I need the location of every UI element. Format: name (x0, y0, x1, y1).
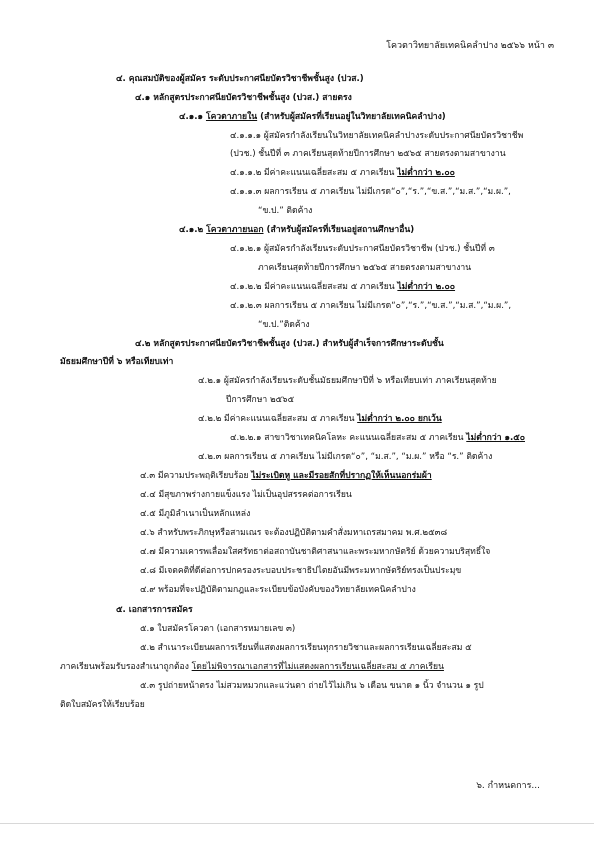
item-4-2-1-line-2: ปีการศึกษา ๒๕๖๕ (226, 395, 295, 405)
item-4-1-1-1-line-1: ๔.๑.๑.๑ ผู้สมัครกำลังเรียนในวิทยาลัยเทคนิคลำปางระดับประกาศนียบัตรวิชาชีพ (230, 131, 524, 141)
item-4-2-2-1 (230, 432, 525, 444)
external-quota-label: โควตาภายนอก (206, 225, 264, 235)
item-4-2-2-1-emphasis: ไม่ต่ำกว่า ๑.๕๐ (466, 433, 525, 443)
section-4-2-title-line-2: มัธยมศึกษาปีที่ ๖ หรือเทียบเท่า (60, 357, 174, 367)
item-5-1: ๕.๑ ใบสมัครโควตา (เอกสารหมายเลข ๓) (140, 624, 296, 634)
page-bottom-rule (0, 823, 594, 824)
item-4-1-2-1-line-2: ภาคเรียนสุดท้ายปีการศึกษา ๒๕๖๕ สายตรงตามสาขางาน (258, 263, 472, 273)
item-4-1-2-2-emphasis: ไม่ต่ำกว่า ๒.๐๐ (397, 282, 456, 292)
item-4-5: ๔.๕ มีภูมิลำเนาเป็นหลักแหล่ง (140, 509, 251, 519)
item-4-1-1-3-line-1: ๔.๑.๑.๓ ผลการเรียน ๕ ภาคเรียน ไม่มีเกรด“๐”,“ร.”,“ข.ส.”,“ม.ส.”,“ม.ผ.”, (230, 187, 511, 197)
section-5-title: ๕. เอกสารการสมัคร (116, 605, 193, 615)
item-4-3-text: ๔.๓ มีความประพฤติเรียบร้อย (140, 471, 252, 481)
item-5-2-line-2 (60, 661, 444, 673)
section-4-title: ๔. คุณสมบัติของผู้สมัคร ระดับประกาศนียบัตรวิชาชีพชั้นสูง (ปวส.) (116, 74, 364, 84)
item-4-1-2-3-line-1: ๔.๑.๒.๓ ผลการเรียน ๕ ภาคเรียน ไม่มีเกรด“๐”,“ร.”,“ข.ส.”,“ม.ส.”,“ม.ผ.”, (230, 301, 512, 311)
item-4-7: ๔.๗ มีความเคารพเลื่อมใสศรัทธาต่อสถาบันชาติศาสนาและพระมหากษัตริย์ ด้วยความบริสุทธิ์ใจ (140, 547, 491, 557)
item-5-2-line-1: ๕.๒ สำเนาระเบียนผลการเรียนที่แสดงผลการเรียนทุกรายวิชาและผลการเรียนเฉลี่ยสะสม ๕ (140, 643, 472, 653)
item-4-1-2-3-line-2: “ข.ป.”ติดค้าง (258, 320, 310, 330)
item-4-2-2-emphasis: ไม่ต่ำกว่า ๒.๐๐ ยกเว้น (357, 414, 442, 424)
item-4-2-2-1-text: ๔.๒.๒.๑ สาขาวิชาเทคนิคโลหะ คะแนนเฉลี่ยสะสม ๕ ภาคเรียน (230, 433, 467, 443)
page-header: โควตาวิทยาลัยเทคนิคลำปาง ๒๕๖๖ หน้า ๓ (386, 41, 554, 51)
item-4-1-1-3-line-2: “ข.ป.” ติดค้าง (258, 206, 313, 216)
item-5-2-text: ภาคเรียนพร้อมรับรองสำเนาถูกต้อง (60, 662, 192, 672)
internal-quota-label: โควตาภายใน (205, 112, 258, 122)
item-4-9: ๔.๙ พร้อมที่จะปฏิบัติตามกฎและระเบียบข้อบังคับของวิทยาลัยเทคนิคลำปาง (140, 585, 416, 595)
item-4-2-3: ๔.๒.๓ ผลการเรียน ๕ ภาคเรียน ไม่มีเกรด“๐”, “ม.ส.”, “ม.ผ.” หรือ “ร.” ติดค้าง (198, 452, 493, 462)
section-4-1-title: ๔.๑ หลักสูตรประกาศนียบัตรวิชาชีพชั้นสูง (ปวส.) สายตรง (135, 93, 352, 103)
internal-quota-desc: (สำหรับผู้สมัครที่เรียนอยู่ในวิทยาลัยเทคนิคลำปาง) (260, 112, 446, 122)
section-4-1-2-heading (179, 224, 414, 236)
item-4-4: ๔.๔ มีสุขภาพร่างกายแข็งแรง ไม่เป็นอุปสรรคต่อการเรียน (140, 490, 352, 500)
section-4-1-2-number: ๔.๑.๒ (179, 225, 204, 235)
item-4-1-2-1-line-1: ๔.๑.๒.๑ ผู้สมัครกำลังเรียนระดับประกาศนียบัตรวิชาชีพ (ปวช.) ชั้นปีที่ ๓ (230, 244, 495, 254)
item-5-2-emphasis: โดยไม่พิจารณาเอกสารที่ไม่แสดงผลการเรียนเฉลี่ยสะสม ๕ ภาคเรียน (191, 662, 444, 672)
section-4-1-1-heading (179, 111, 446, 123)
item-4-3-emphasis: ไม่ระเบิดหู และมีรอยสักที่ปรากฏให้เห็นนอกร่มผ้า (251, 471, 432, 481)
item-4-2-2-text: ๔.๒.๒ มีค่าคะแนนเฉลี่ยสะสม ๕ ภาคเรียน (198, 414, 358, 424)
item-4-8: ๔.๘ มีเจตคติที่ดีต่อการปกครองระบอบประชาธิปไตยอันมีพระมหากษัตริย์ทรงเป็นประมุข (140, 566, 462, 576)
item-4-2-2 (198, 413, 442, 425)
item-5-3-line-1: ๕.๓ รูปถ่ายหน้าตรง ไม่สวมหมวกและแว่นตา ถ่ายไว้ไม่เกิน ๖ เดือน ขนาด ๑ นิ้ว จำนวน ๑ รูป (140, 681, 484, 691)
item-4-1-1-2-text: ๔.๑.๑.๒ มีค่าคะแนนเฉลี่ยสะสม ๕ ภาคเรียน (230, 168, 398, 178)
item-4-3 (140, 470, 432, 482)
item-4-1-2-2 (230, 281, 455, 293)
external-quota-desc: (สำหรับผู้สมัครที่เรียนอยู่สถานศึกษาอื่น) (266, 225, 415, 235)
item-4-2-1-line-1: ๔.๒.๑ ผู้สมัครกำลังเรียนระดับชั้นมัธยมศึกษาปีที่ ๖ หรือเทียบเท่า ภาคเรียนสุดท้าย (198, 376, 497, 386)
page-footer-continuation: ๖. กำหนดการ... (476, 781, 540, 791)
item-4-1-2-2-text: ๔.๑.๒.๒ มีค่าคะแนนเฉลี่ยสะสม ๕ ภาคเรียน (230, 282, 398, 292)
item-4-1-1-1-line-2: (ปวช.) ชั้นปีที่ ๓ ภาคเรียนสุดท้ายปีการศึกษา ๒๕๖๕ สายตรงตามสาขางาน (230, 149, 506, 159)
section-4-1-1-number: ๔.๑.๑ (179, 112, 203, 122)
item-4-6: ๔.๖ สำหรับพระภิกษุหรือสามเณร จะต้องปฏิบัติตามคำสั่งมหาเถรสมาคม พ.ศ.๒๕๓๘ (140, 528, 448, 538)
item-4-1-1-2 (230, 167, 455, 179)
item-4-1-1-2-emphasis: ไม่ต่ำกว่า ๒.๐๐ (397, 168, 455, 178)
item-5-3-line-2: ติดใบสมัครให้เรียบร้อย (60, 700, 145, 710)
section-4-2-title-line-1: ๔.๒ หลักสูตรประกาศนียบัตรวิชาชีพชั้นสูง (ปวส.) สำหรับผู้สำเร็จการศึกษาระดับชั้น (135, 339, 444, 349)
